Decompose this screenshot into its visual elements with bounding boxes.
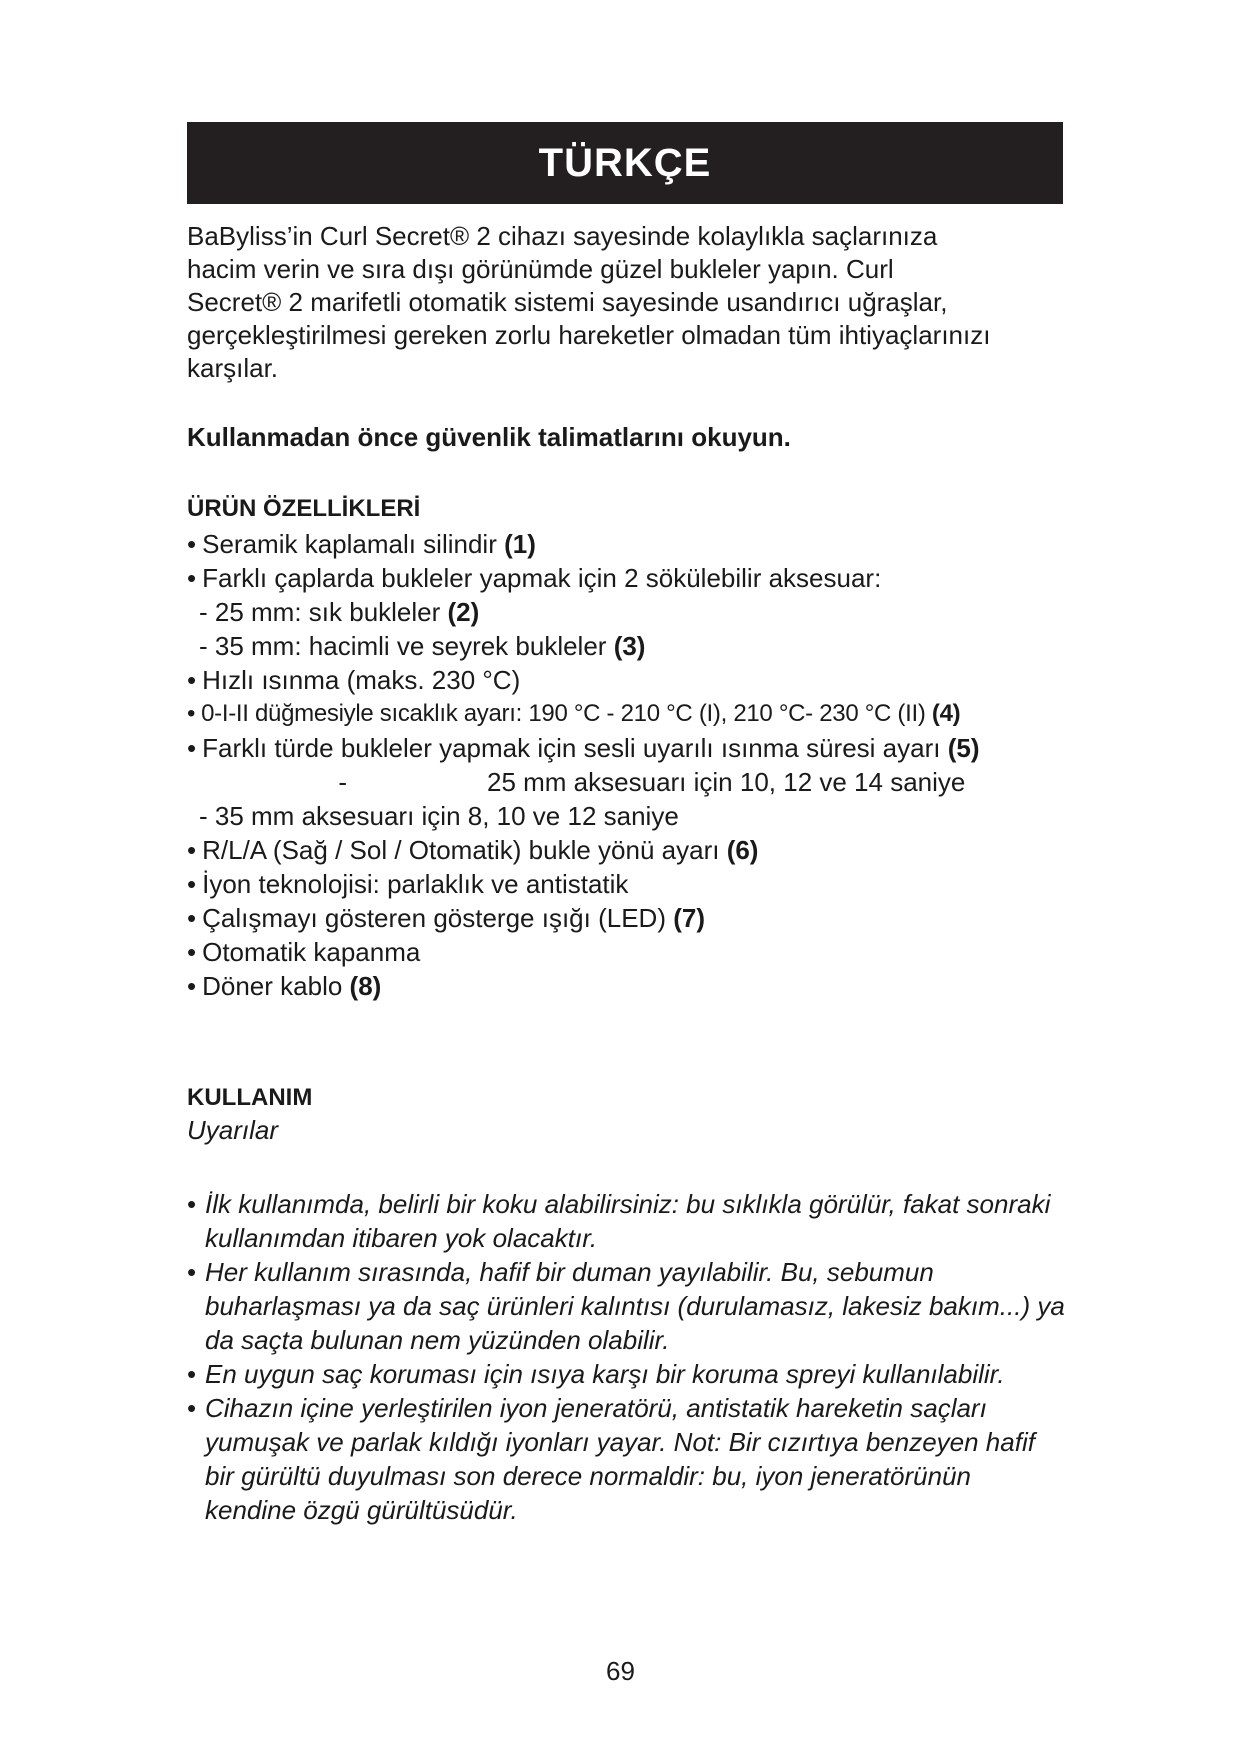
warning-item: • Her kullanım sırasında, hafif bir duman yayılabilir. Bu, sebumun buharlaşması ya da saç ürünleri kalıntısı (durulamasız, lakesiz bakım...) ya da saçta bulunan nem yüzünden olabilir. bbox=[187, 1255, 1067, 1357]
intro-line: karşılar. bbox=[187, 353, 279, 383]
page-number: 69 bbox=[606, 1656, 635, 1686]
warning-item: • Cihazın içine yerleştirilen iyon jeneratörü, antistatik hareketin saçları yumuşak ve parlak kıldığı iyonları yayar. Not: Bir cızırtıya benzeyen hafif bir gürültü duyulması son derece normaldir: bu, iyon jeneratörünün kendine özgü gürültüsüdür. bbox=[187, 1391, 1067, 1527]
feature-item bbox=[187, 833, 1067, 867]
feature-text: Hızlı ısınma (maks. 230 °C) bbox=[202, 665, 521, 695]
figure-ref: (7) bbox=[673, 903, 705, 933]
feature-text: - 25 mm: sık bukleler bbox=[199, 597, 448, 627]
figure-ref: (3) bbox=[613, 631, 646, 661]
feature-item bbox=[187, 935, 1067, 969]
feature-item bbox=[187, 969, 1067, 1003]
intro-line: Secret® 2 marifetli otomatik sistemi sayesinde usandırıcı uğraşlar, bbox=[187, 287, 948, 317]
feature-text: Otomatik kapanma bbox=[202, 937, 421, 967]
feature-text: - 35 mm aksesuarı için 8, 10 ve 12 saniye bbox=[199, 801, 679, 831]
feature-subitem bbox=[187, 765, 1067, 799]
language-banner bbox=[187, 122, 1063, 204]
feature-item bbox=[187, 901, 1067, 935]
feature-text: İyon teknolojisi: parlaklık ve antistatik bbox=[202, 869, 629, 899]
feature-text: Farklı türde bukleler yapmak için sesli uyarılı ısınma süresi ayarı bbox=[202, 733, 948, 763]
feature-item bbox=[187, 527, 1067, 561]
feature-text: Çalışmayı gösteren gösterge ışığı (LED) bbox=[202, 903, 674, 933]
figure-ref: (5) bbox=[947, 733, 980, 763]
intro-line: BaByliss’in Curl Secret® 2 cihazı sayesinde kolaylıkla saçlarınıza bbox=[187, 221, 938, 251]
dash-marker: - bbox=[338, 767, 347, 797]
feature-item bbox=[187, 731, 1067, 765]
feature-item bbox=[187, 697, 1067, 731]
figure-ref: (1) bbox=[504, 529, 536, 559]
feature-subitem bbox=[187, 595, 1067, 629]
features-heading: ÜRÜN ÖZELLİKLERİ bbox=[187, 495, 421, 522]
warning-item: • İlk kullanımda, belirli bir koku alabilirsiniz: bu sıklıkla görülür, fakat sonraki kullanımdan itibaren yok olacaktır. bbox=[187, 1187, 1067, 1255]
safety-notice: Kullanmadan önce güvenlik talimatlarını okuyun. bbox=[187, 422, 791, 452]
figure-ref: (6) bbox=[726, 835, 759, 865]
feature-text: Farklı çaplarda bukleler yapmak için 2 sökülebilir aksesuar: bbox=[202, 563, 882, 593]
warnings-list bbox=[187, 1187, 1067, 1527]
intro-line: gerçekleştirilmesi gereken zorlu hareketler olmadan tüm ihtiyaçlarınızı bbox=[187, 320, 991, 350]
feature-subitem bbox=[187, 629, 1067, 663]
figure-ref: (8) bbox=[349, 971, 382, 1001]
features-list bbox=[187, 527, 1067, 1003]
page-content bbox=[187, 220, 1067, 1527]
feature-item bbox=[187, 867, 1067, 901]
warning-item: • En uygun saç koruması için ısıya karşı bir koruma spreyi kullanılabilir. bbox=[187, 1357, 1067, 1391]
feature-text: Seramik kaplamalı silindir bbox=[202, 529, 505, 559]
usage-heading: KULLANIM bbox=[187, 1084, 313, 1111]
feature-text: 0-I-II düğmesiyle sıcaklık ayarı: 190 °C - 210 °C (I), 210 °C- 230 °C (II) bbox=[201, 700, 932, 727]
figure-ref: (2) bbox=[447, 597, 480, 627]
feature-subitem bbox=[187, 799, 1067, 833]
feature-item bbox=[187, 663, 1067, 697]
usage-subheading: Uyarılar bbox=[187, 1115, 279, 1145]
feature-text: R/L/A (Sağ / Sol / Otomatik) bukle yönü ayarı bbox=[202, 835, 727, 865]
intro-line: hacim verin ve sıra dışı görünümde güzel bukleler yapın. Curl bbox=[187, 254, 894, 284]
feature-text: - 35 mm: hacimli ve seyrek bukleler bbox=[199, 631, 614, 661]
figure-ref: (4) bbox=[931, 700, 961, 727]
feature-text: 25 mm aksesuarı için 10, 12 ve 14 saniye bbox=[487, 767, 966, 797]
banner-title: TÜRKÇE bbox=[538, 140, 712, 185]
feature-item bbox=[187, 561, 1067, 595]
feature-text: Döner kablo bbox=[202, 971, 350, 1001]
intro-paragraph bbox=[187, 220, 1067, 385]
